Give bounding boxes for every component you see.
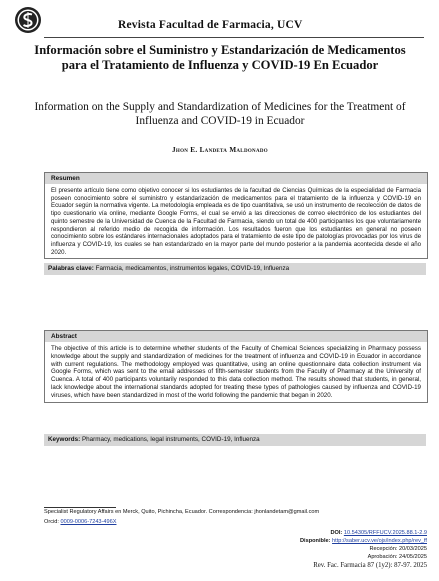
article-title-spanish: Información sobre el Suministro y Estandarización de Medicamentos para el Tratamiento de Influenza y COVID-19 En Ecuador [34, 43, 406, 72]
orcid-label: Orcid: [44, 519, 59, 525]
author-name: Jhon E. Landeta Maldonado [172, 146, 268, 154]
footnote-divider [44, 507, 116, 508]
header-divider [44, 37, 424, 38]
author-affiliation: Specialist Regulatory Affairs en Merck, Quito, Pichincha, Ecuador. Correspondencia: jhonlandetam@gmail.com [44, 509, 320, 515]
palabras-clave-bar [44, 263, 426, 275]
resumen-box [44, 172, 428, 259]
keywords-text: Pharmacy, medications, legal instruments, COVID-19, Influenza [81, 436, 260, 443]
orcid-link[interactable]: 0009-0006-7243-496X [60, 519, 117, 525]
page-citation: Rev. Fac. Farmacia 87 (1y2): 87-97. 2025 [313, 562, 427, 569]
orcid-line [44, 519, 116, 525]
journal-name: Revista Facultad de Farmacia, UCV [118, 19, 303, 31]
keywords-label: Keywords: [48, 436, 81, 443]
reception-date: Recepción: 20/03/2025 [369, 546, 427, 552]
doi-link[interactable]: 10.54305/RFFUCV.2025.88.1-2.9 [343, 530, 427, 536]
resumen-text: El presente artículo tiene como objetivo conocer si los estudiantes de la facultad de Ciencias Químicas de la especialidad de Farmacia poseen conocimiento sobre el suministro y estandarización de medicamentos para el tratamiento de la influenza y COVID-19 en Ecuador según la normativa vigente. La metodología empleada es de tipo cuantitativa, se usó un instrumento de recolección de datos de tipo cuestionario vía online, mediante Google Forms, el cual se envió a las direcciones de correo electrónico de los estudiantes del quinto semestre de la Universidad de Cuenca de la Facultad de Farmacia, siendo un total de 400 participantes los que voluntariamente respondieron al referido medio de recogida de información. Los resultados fueron que los estudiantes en general no poseen conocimiento sobre los estándares internacionales adoptados para el tratamiento de este tipo de patologías provocadas por los virus de influenza y COVID-19, los cuales se han estandarizado en la mayor parte del mundo posterior a la pandemia acontecida desde el año 2020. [51, 187, 421, 256]
article-title-english: Information on the Supply and Standardization of Medicines for the Treatment of Influenza and COVID-19 in Ecuador [34, 101, 406, 127]
disponible-line [300, 538, 427, 544]
palabras-clave-text: Farmacia, medicamentos, instrumentos legales, COVID-19, Influenza [95, 265, 290, 272]
keywords-bar [44, 434, 426, 446]
abstract-text: The objective of this article is to determine whether students of the Faculty of Chemical Sciences specializing in Pharmacy possess knowledge about the supply and standardization of medicines for the treatment of influenza and COVID-19 in Ecuador in accordance with current regulations. The methodology employed was quantitative, using an online questionnaire data collection instrument via Google Forms, which was sent to the email addresses of fifth-semester students from the Faculty of Pharmacy at the University of Cuenca. A total of 400 participants voluntarily responded to this data collection method. The results showed that students, in general, lack knowledge about the international standards adopted for treating these types of pathologies caused by influenza and COVID-19 viruses, which have been standardized in most of the world following the pandemic that began in 2020. [51, 345, 421, 399]
abstract-box [44, 330, 428, 403]
palabras-clave-label: Palabras clave: [48, 265, 94, 272]
doi-label: DOI: [330, 530, 343, 536]
disponible-label: Disponible: [300, 538, 331, 544]
faculty-seal-logo-icon [14, 6, 42, 34]
doi-line [330, 530, 427, 536]
resumen-heading: Resumen [45, 173, 427, 184]
disponible-link[interactable]: http://saber.ucv.ve/ojs/index.php/rev_ff [332, 538, 427, 544]
journal-header [14, 6, 428, 34]
abstract-heading: Abstract [45, 331, 427, 342]
approval-date: Aprobación: 24/05/2025 [367, 554, 427, 560]
